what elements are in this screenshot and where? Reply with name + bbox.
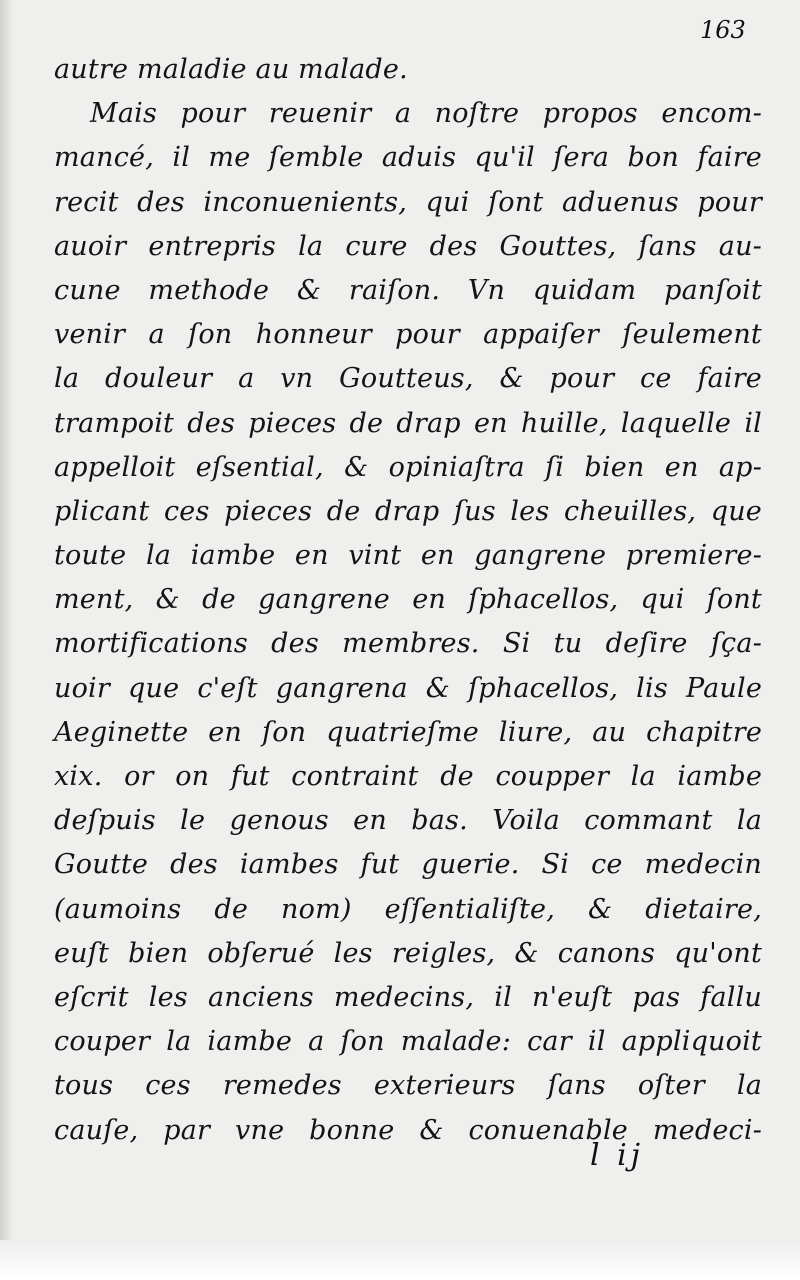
text-line: couper la iambe a ſon malade: car il appliquoit bbox=[54, 1026, 762, 1058]
text-line: tous ces remedes exterieurs ſans oſter la bbox=[54, 1070, 762, 1102]
text-line: trampoit des pieces de drap en huille, laquelle il bbox=[54, 407, 762, 439]
text-line: (aumoins de nom) eſſentialiſte, & dietaire, bbox=[54, 893, 762, 925]
text-line: uoir que c'eſt gangrena & ſphacellos, lis Paule bbox=[54, 672, 762, 704]
text-line: deſpuis le genous en bas. Voila commant la bbox=[54, 805, 762, 837]
page-bottom-margin bbox=[0, 1240, 800, 1280]
body-text bbox=[54, 48, 762, 1153]
text-line: la douleur a vn Goutteus, & pour ce faire bbox=[54, 363, 762, 395]
text-line: euſt bien obſerué les reigles, & canons qu'ont bbox=[54, 937, 762, 969]
text-line: mortifications des membres. Si tu deſire ſça- bbox=[54, 628, 762, 660]
text-line: Goutte des iambes fut guerie. Si ce medecin bbox=[54, 849, 762, 881]
text-line: Mais pour reuenir a noſtre propos encom- bbox=[90, 98, 762, 130]
text-line: recit des inconuenients, qui ſont aduenus pour bbox=[54, 186, 762, 218]
text-line: cune methode & raiſon. Vn quidam panſoit bbox=[54, 274, 762, 306]
text-line: mancé, il me ſemble aduis qu'il ſera bon faire bbox=[54, 142, 762, 174]
text-line: cauſe, par vne bonne & conuenable medeci- bbox=[54, 1114, 762, 1146]
text-line: toute la iambe en vint en gangrene premiere- bbox=[54, 540, 762, 572]
text-line: appelloit eſsential, & opiniaſtra ſi bien en ap- bbox=[54, 451, 762, 483]
page-gutter-shadow bbox=[0, 0, 14, 1280]
text-line: venir a ſon honneur pour appaiſer ſeulement bbox=[54, 319, 762, 351]
signature-mark: l ij bbox=[590, 1138, 645, 1173]
page-number: 163 bbox=[700, 16, 746, 44]
text-line: auoir entrepris la cure des Gouttes, ſans au- bbox=[54, 230, 762, 262]
text-line: ment, & de gangrene en ſphacellos, qui ſont bbox=[54, 584, 762, 616]
text-line: plicant ces pieces de drap ſus les cheuilles, que bbox=[54, 495, 762, 527]
text-line: autre maladie au malade. bbox=[54, 54, 408, 85]
text-line: xix. or on fut contraint de coupper la iambe bbox=[54, 761, 762, 792]
text-line: Aeginette en ſon quatrieſme liure, au chapitre bbox=[54, 716, 762, 748]
text-line: eſcrit les anciens medecins, il n'euſt pas fallu bbox=[54, 981, 762, 1013]
